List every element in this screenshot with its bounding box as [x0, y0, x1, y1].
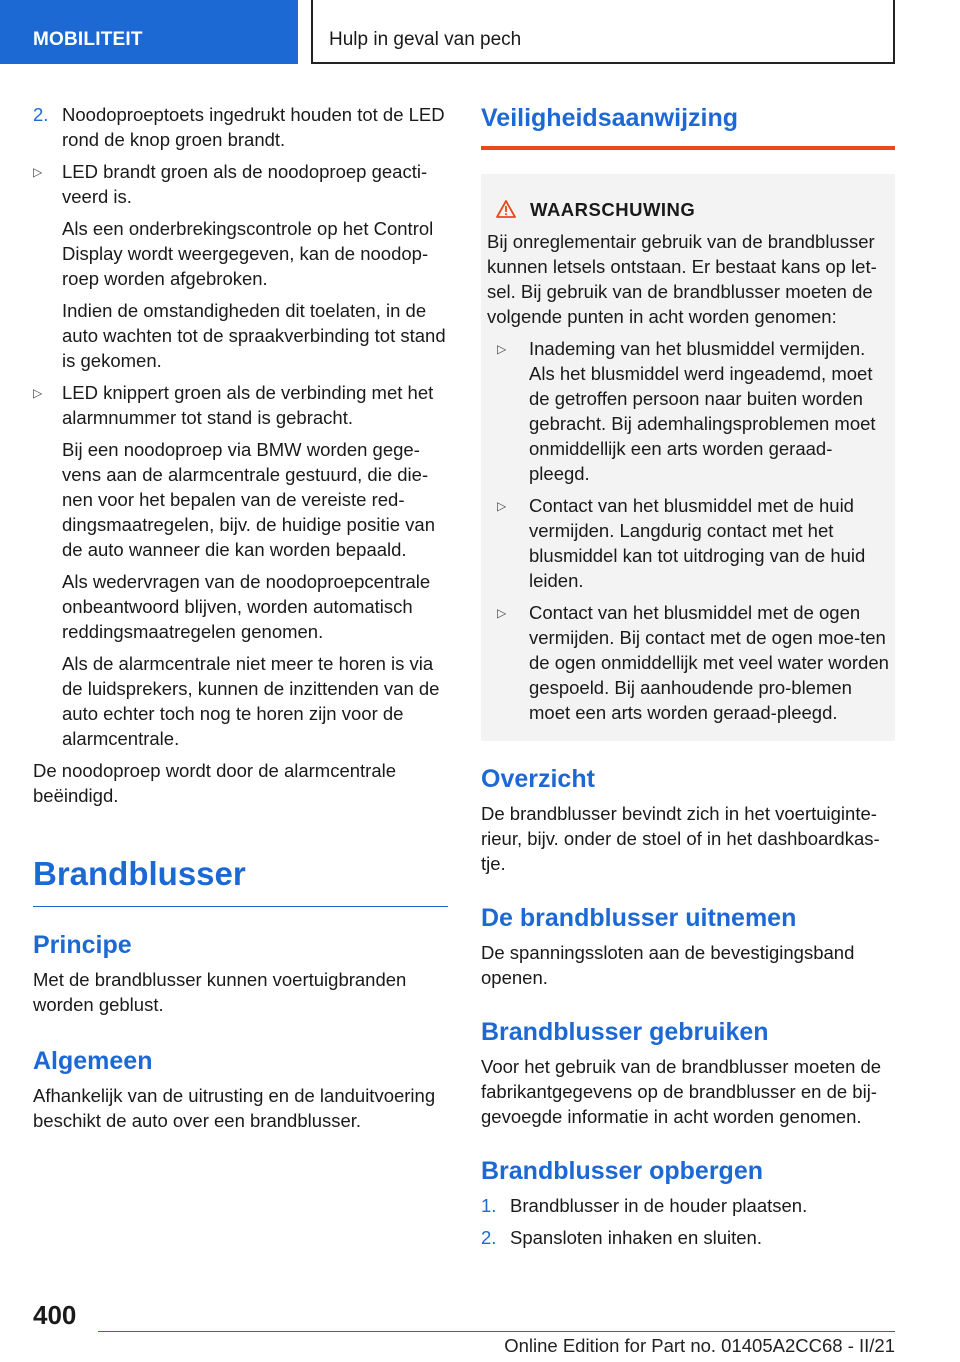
list-item	[33, 380, 448, 751]
warning-divider	[481, 146, 895, 150]
step-number: 2.	[33, 104, 49, 125]
warning-label: WAARSCHUWING	[530, 199, 696, 220]
overzicht-text: De brandblusser bevindt zich in het voertuiginte-rieur, bijv. onder de stoel of in het dashboardkas-tje.	[481, 803, 880, 874]
section-tab: MOBILITEIT	[0, 0, 298, 64]
item-text: Indien de omstandigheden dit toelaten, in de auto wachten tot de spraakverbinding tot stand is gekomen.	[62, 300, 446, 371]
footer-divider	[98, 1331, 895, 1332]
warning-list-item	[497, 600, 889, 725]
item-text: LED knippert groen als de verbinding met het alarmnummer tot stand is gebracht.	[62, 382, 434, 428]
triangle-bullet-icon: ▷	[33, 386, 43, 400]
subheading-overzicht: Overzicht	[481, 765, 595, 793]
item-text: Inademing van het blusmiddel vermijden. Als het blusmiddel werd ingeademd, moet de getroffen persoon naar buiten worden gebracht. Bij ademhalingsproblemen moet onmiddellijk een arts worden geraad-pleegd.	[529, 338, 876, 484]
step-number: 2.	[481, 1227, 497, 1248]
warning-list-item	[497, 336, 889, 486]
subheading-gebruiken: Brandblusser gebruiken	[481, 1018, 769, 1046]
page-header	[0, 0, 960, 66]
triangle-bullet-icon: ▷	[497, 499, 507, 513]
safety-heading: Veiligheidsaanwijzing	[481, 104, 739, 132]
item-text: Als de alarmcentrale niet meer te horen is via de luidsprekers, kunnen de inzittenden van de auto echter toch nog te horen zijn voor de alarmcentrale.	[62, 653, 440, 749]
right-column	[481, 102, 895, 1257]
warning-header	[487, 198, 889, 222]
step-item	[481, 1225, 895, 1250]
item-text: Contact van het blusmiddel met de ogen vermijden. Bij contact met de ogen moe-ten de ogen onmiddellijk met veel water worden gespoeld. Bij aanhoudende pro-blemen moet een arts worden geraad-pleegd.	[529, 602, 889, 723]
closing-text: De noodoproep wordt door de alarmcentrale beëindigd.	[33, 760, 397, 806]
item-text: Als een onderbrekingscontrole op het Control Display wordt weergegeven, kan de noodop-roep worden afgebroken.	[62, 218, 434, 289]
subheading-algemeen: Algemeen	[33, 1047, 153, 1075]
left-column	[33, 102, 448, 1133]
heading-divider	[33, 906, 448, 907]
algemeen-text: Afhankelijk van de uitrusting en de landuitvoering beschikt de auto over een brandblusser.	[33, 1085, 436, 1131]
warning-triangle-icon	[496, 200, 516, 218]
subheading-opbergen: Brandblusser opbergen	[481, 1157, 763, 1185]
item-text: Noodoproeptoets ingedrukt houden tot de LED rond de knop groen brandt.	[62, 104, 445, 150]
subheading-principe: Principe	[33, 931, 132, 959]
list-item	[33, 102, 448, 152]
triangle-bullet-icon: ▷	[497, 606, 507, 620]
warning-list-item	[497, 493, 889, 593]
page-number: 400	[33, 1300, 77, 1330]
list-item	[33, 159, 448, 373]
triangle-bullet-icon: ▷	[497, 342, 507, 356]
item-text: Contact van het blusmiddel met de huid vermijden. Langdurig contact met het blusmiddel kan tot uitdroging van de huid leiden.	[529, 495, 866, 591]
step-text: Spansloten inhaken en sluiten.	[510, 1227, 762, 1248]
step-text: Brandblusser in de houder plaatsen.	[510, 1195, 808, 1216]
item-text: Als wedervragen van de noodoproepcentrale onbeantwoord blijven, worden automatisch reddingsmaatregelen genomen.	[62, 571, 431, 642]
subheading-uitnemen: De brandblusser uitnemen	[481, 904, 797, 932]
uitnemen-text: De spanningssloten aan de bevestigingsband openen.	[481, 942, 855, 988]
triangle-bullet-icon: ▷	[33, 165, 43, 179]
principe-text: Met de brandblusser kunnen voertuigbranden worden geblust.	[33, 969, 407, 1015]
warning-text: Bij onreglementair gebruik van de brandblusser kunnen letsels ontstaan. Er bestaat kans op let-sel. Bij gebruik van de brandblusser moeten de volgende punten in acht worden genomen:	[487, 231, 877, 327]
gebruiken-text: Voor het gebruik van de brandblusser moeten de fabrikantgegevens op de brandblusser en de bij-gevoegde informatie in acht worden genomen.	[481, 1056, 882, 1127]
item-text: Bij een noodoproep via BMW worden gege-vens aan de alarmcentrale gestuurd, die die-nen voor het bepalen van de vereiste red-dingsmaatregelen, bijv. de huidige positie van de auto wanneer die kan worden bepaald.	[62, 439, 435, 560]
step-number: 1.	[481, 1195, 497, 1216]
step-item	[481, 1193, 895, 1218]
section-heading: Brandblusser	[33, 855, 246, 892]
warning-box	[481, 174, 895, 741]
chapter-title: Hulp in geval van pech	[311, 0, 895, 64]
edition-note: Online Edition for Part no. 01405A2CC68 - II/21	[504, 1335, 895, 1356]
item-text: LED brandt groen als de noodoproep geacti-veerd is.	[62, 161, 428, 207]
